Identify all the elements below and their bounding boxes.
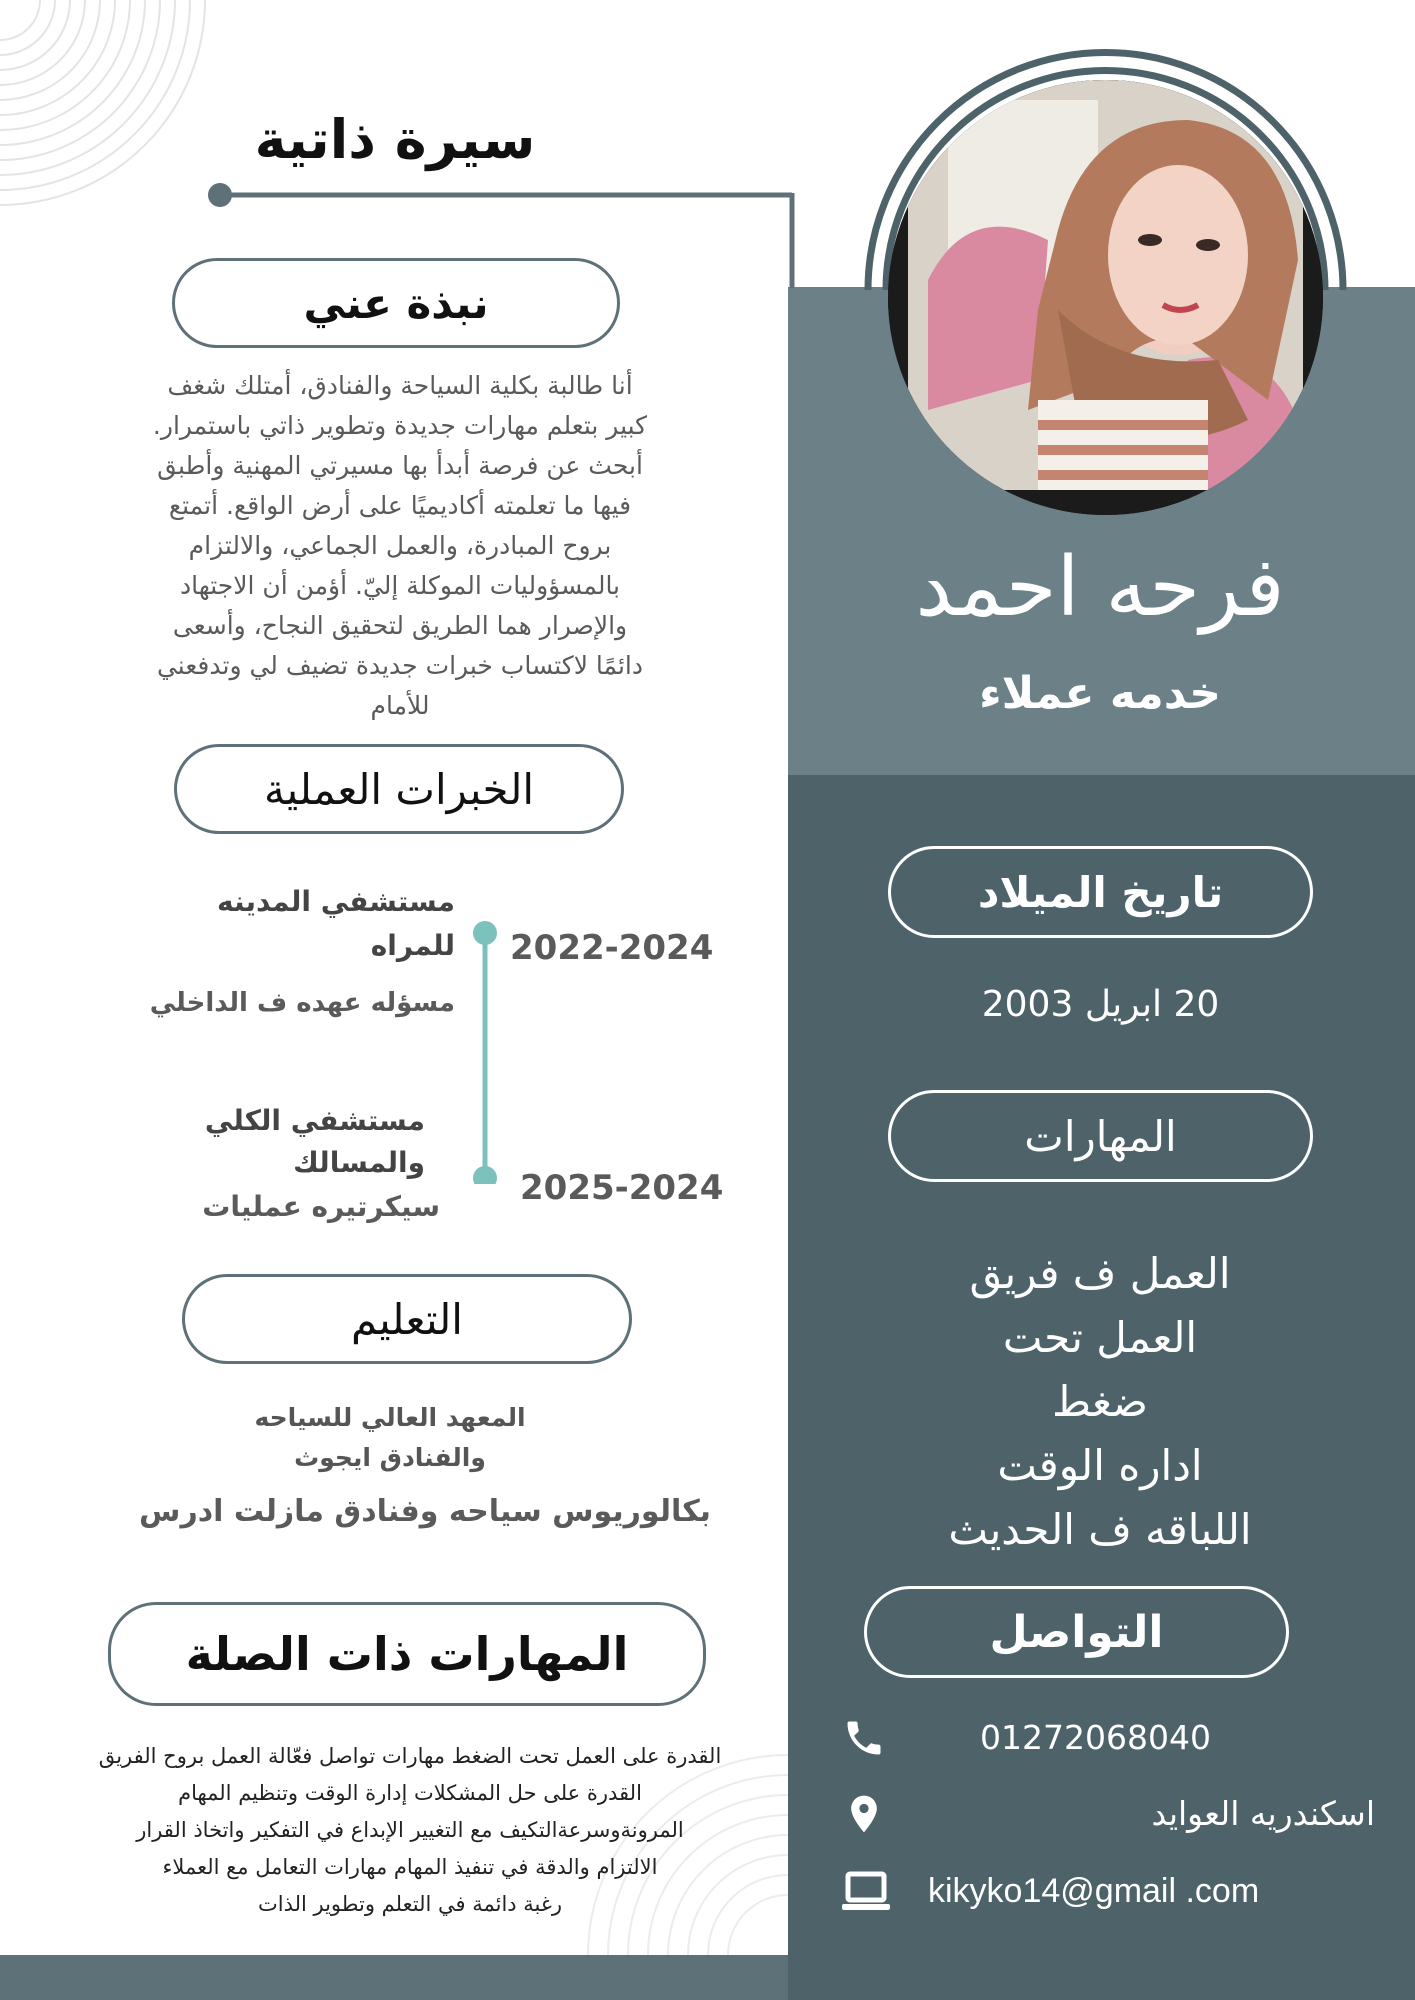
bottom-strip	[0, 1955, 788, 2000]
skill-item: اللباقه ف الحديث	[948, 1505, 1252, 1554]
birth-date: 20 ابريل 2003	[981, 984, 1220, 1025]
location-pin-icon	[842, 1790, 886, 1838]
skill-item: اداره الوقت	[997, 1441, 1203, 1490]
education-heading: التعليم	[351, 1294, 463, 1344]
experience-item-2-years: 2025-2024	[520, 1168, 724, 1208]
profile-photo	[888, 80, 1323, 515]
experience-place-line: للمراه	[370, 929, 455, 962]
about-line: للأمام	[370, 691, 430, 720]
about-line: كبير بتعلم مهارات جديدة وتطوير ذاتي باستمرار.	[152, 411, 648, 440]
about-line: فيها ما تعلمته أكاديميًا على أرض الواقع. أتمتع	[168, 491, 632, 520]
skill-item: العمل تحت	[1002, 1313, 1198, 1362]
education-heading-pill	[182, 1274, 632, 1364]
experience-item-2-place	[170, 1100, 425, 1184]
experience-item-1-place	[150, 880, 455, 968]
related-skill-line: الالتزام والدقة في تنفيذ المهام مهارات التعامل مع العملاء	[162, 1855, 658, 1879]
education-institute-line: والفنادق ايجوث	[294, 1443, 486, 1472]
skills-heading: المهارات	[1024, 1111, 1177, 1161]
about-line: بروح المبادرة، والعمل الجماعي، والالتزام	[188, 531, 612, 560]
about-line: أنا طالبة بكلية السياحة والفنادق، أمتلك شغف	[167, 371, 633, 400]
contact-phone[interactable]: 01272068040	[980, 1718, 1211, 1757]
about-heading-pill	[172, 258, 620, 348]
experience-place-line: مستشفي الكلي	[204, 1104, 425, 1137]
experience-timeline	[470, 918, 500, 1184]
profile-job-title: خدمه عملاء	[979, 668, 1221, 719]
experience-item-1-years: 2022-2024	[510, 928, 714, 968]
about-line: بالمسؤوليات الموكلة إليّ. أؤمن أن الاجتهاد	[179, 571, 621, 600]
skills-list	[850, 1242, 1350, 1562]
related-skills-text	[40, 1738, 780, 1923]
experience-heading-pill	[174, 744, 624, 834]
related-skills-heading-pill	[108, 1602, 706, 1706]
about-heading: نبذة عني	[303, 278, 489, 328]
skill-item: ضغط	[1052, 1377, 1148, 1426]
related-skill-line: القدرة على حل المشكلات إدارة الوقت وتنظيم المهام	[178, 1781, 642, 1805]
skills-heading-pill	[888, 1090, 1313, 1182]
laptop-icon	[840, 1870, 892, 1914]
experience-item-1-role: مسؤله عهده ف الداخلي	[149, 988, 455, 1018]
about-line: أبحث عن فرصة أبدأ بها مسيرتي المهنية وأطبق	[157, 451, 643, 480]
birth-heading: تاريخ الميلاد	[977, 867, 1224, 917]
profile-name: فرحه احمد	[915, 540, 1285, 635]
about-line: والإصرار هما الطريق لتحقيق النجاح، وأسعى	[172, 611, 628, 640]
cv-title: سيرة ذاتية	[254, 108, 536, 171]
skill-item: العمل ف فريق	[969, 1249, 1231, 1298]
experience-heading: الخبرات العملية	[263, 764, 535, 814]
contact-heading: التواصل	[989, 1606, 1164, 1658]
education-institute-line: المعهد العالي للسياحه	[254, 1403, 526, 1432]
related-skill-line: المرونةوسرعةالتكيف مع التغيير الإبداع في التفكير واتخاذ القرار	[136, 1818, 684, 1842]
education-institute	[230, 1398, 550, 1478]
contact-heading-pill	[864, 1586, 1289, 1678]
related-skills-heading: المهارات ذات الصلة	[185, 1627, 629, 1681]
related-skill-line: رغبة دائمة في التعلم وتطوير الذات	[257, 1892, 563, 1916]
phone-icon	[842, 1716, 886, 1760]
education-degree: بكالوريوس سياحه وفنادق مازلت ادرس	[139, 1494, 711, 1529]
experience-item-2-role: سيكرتيره عمليات	[202, 1190, 440, 1223]
contact-email[interactable]: kikyko14@gmail .com	[928, 1872, 1260, 1910]
about-text	[110, 366, 690, 726]
experience-place-line: مستشفي المدينه	[217, 885, 455, 918]
related-skill-line: القدرة على العمل تحت الضغط مهارات تواصل فعّالة العمل بروح الفريق	[98, 1744, 722, 1768]
birth-heading-pill	[888, 846, 1313, 938]
contact-address: اسكندريه العوايد	[1151, 1794, 1375, 1833]
portrait-illustration	[888, 80, 1323, 515]
experience-place-line: والمسالك	[293, 1146, 425, 1179]
about-line: دائمًا لاكتساب خبرات جديدة تضيف لي وتدفعني	[156, 651, 644, 680]
